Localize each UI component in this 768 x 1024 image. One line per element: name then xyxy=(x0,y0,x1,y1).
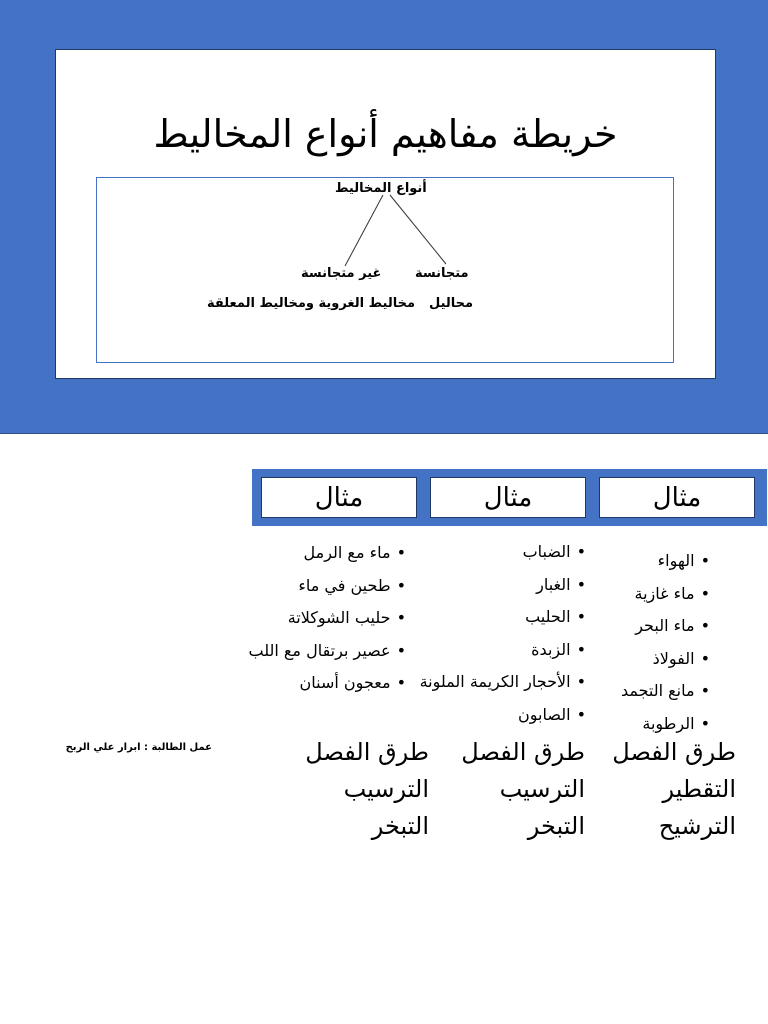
method-item: الترشيح xyxy=(658,812,736,840)
list-item: • ماء البحر xyxy=(621,610,710,643)
header-cell-right: مثال xyxy=(599,477,755,518)
connector-left xyxy=(345,195,383,266)
list-item: • الصابون xyxy=(420,699,586,732)
method-item: التقطير xyxy=(662,775,736,803)
concept-map-connectors xyxy=(97,178,673,362)
list-item: • الهواء xyxy=(621,545,710,578)
header-cell-middle: مثال xyxy=(430,477,586,518)
list-item: • الغبار xyxy=(420,569,586,602)
slide-card xyxy=(55,49,716,379)
list-item: • معجون أسنان xyxy=(248,667,406,700)
concept-homogeneous: متجانسة xyxy=(415,266,469,281)
concept-root: أنواع المخاليط xyxy=(335,181,427,196)
list-item: • طحين في ماء xyxy=(248,570,406,603)
list-item: • عصير برتقال مع اللب xyxy=(248,635,406,668)
list-item: • الأحجار الكريمة الملونة xyxy=(420,666,586,699)
method-item: الترسيب xyxy=(499,775,585,803)
examples-list-middle xyxy=(420,536,586,731)
method-item: الترسيب xyxy=(343,775,429,803)
methods-title: طرق الفصل xyxy=(612,738,736,766)
methods-title: طرق الفصل xyxy=(461,738,585,766)
methods-title: طرق الفصل xyxy=(305,738,429,766)
list-item: • مانع التجمد xyxy=(621,675,710,708)
slide-background xyxy=(0,0,768,434)
header-cell-left: مثال xyxy=(261,477,417,518)
concept-colloids-suspensions: مخاليط الغروية ومخاليط المعلقة xyxy=(207,296,416,311)
list-item: • حليب الشوكلاتة xyxy=(248,602,406,635)
list-item: • الحليب xyxy=(420,601,586,634)
examples-header-table xyxy=(252,469,767,526)
page-title: خريطة مفاهيم أنواع المخاليط xyxy=(153,112,618,156)
list-item: • الزبدة xyxy=(420,634,586,667)
concept-heterogeneous: غير متجانسة xyxy=(301,266,382,281)
examples-list-left xyxy=(248,537,406,700)
concept-solutions: محاليل xyxy=(429,296,474,311)
list-item: • الضباب xyxy=(420,536,586,569)
method-item: التبخر xyxy=(371,812,429,840)
connector-right xyxy=(390,195,446,264)
examples-list-right xyxy=(621,545,710,740)
separation-methods-middle xyxy=(461,734,585,845)
concept-map xyxy=(96,177,674,363)
method-item: التبخر xyxy=(527,812,585,840)
list-item: • ماء مع الرمل xyxy=(248,537,406,570)
list-item: • الرطوبة xyxy=(621,708,710,741)
separation-methods-right xyxy=(612,734,736,845)
list-item: • الفولاذ xyxy=(621,643,710,676)
student-credit: عمل الطالبة : ابرار علي الربح xyxy=(65,742,212,753)
separation-methods-left xyxy=(305,734,429,845)
list-item: • ماء غازية xyxy=(621,578,710,611)
